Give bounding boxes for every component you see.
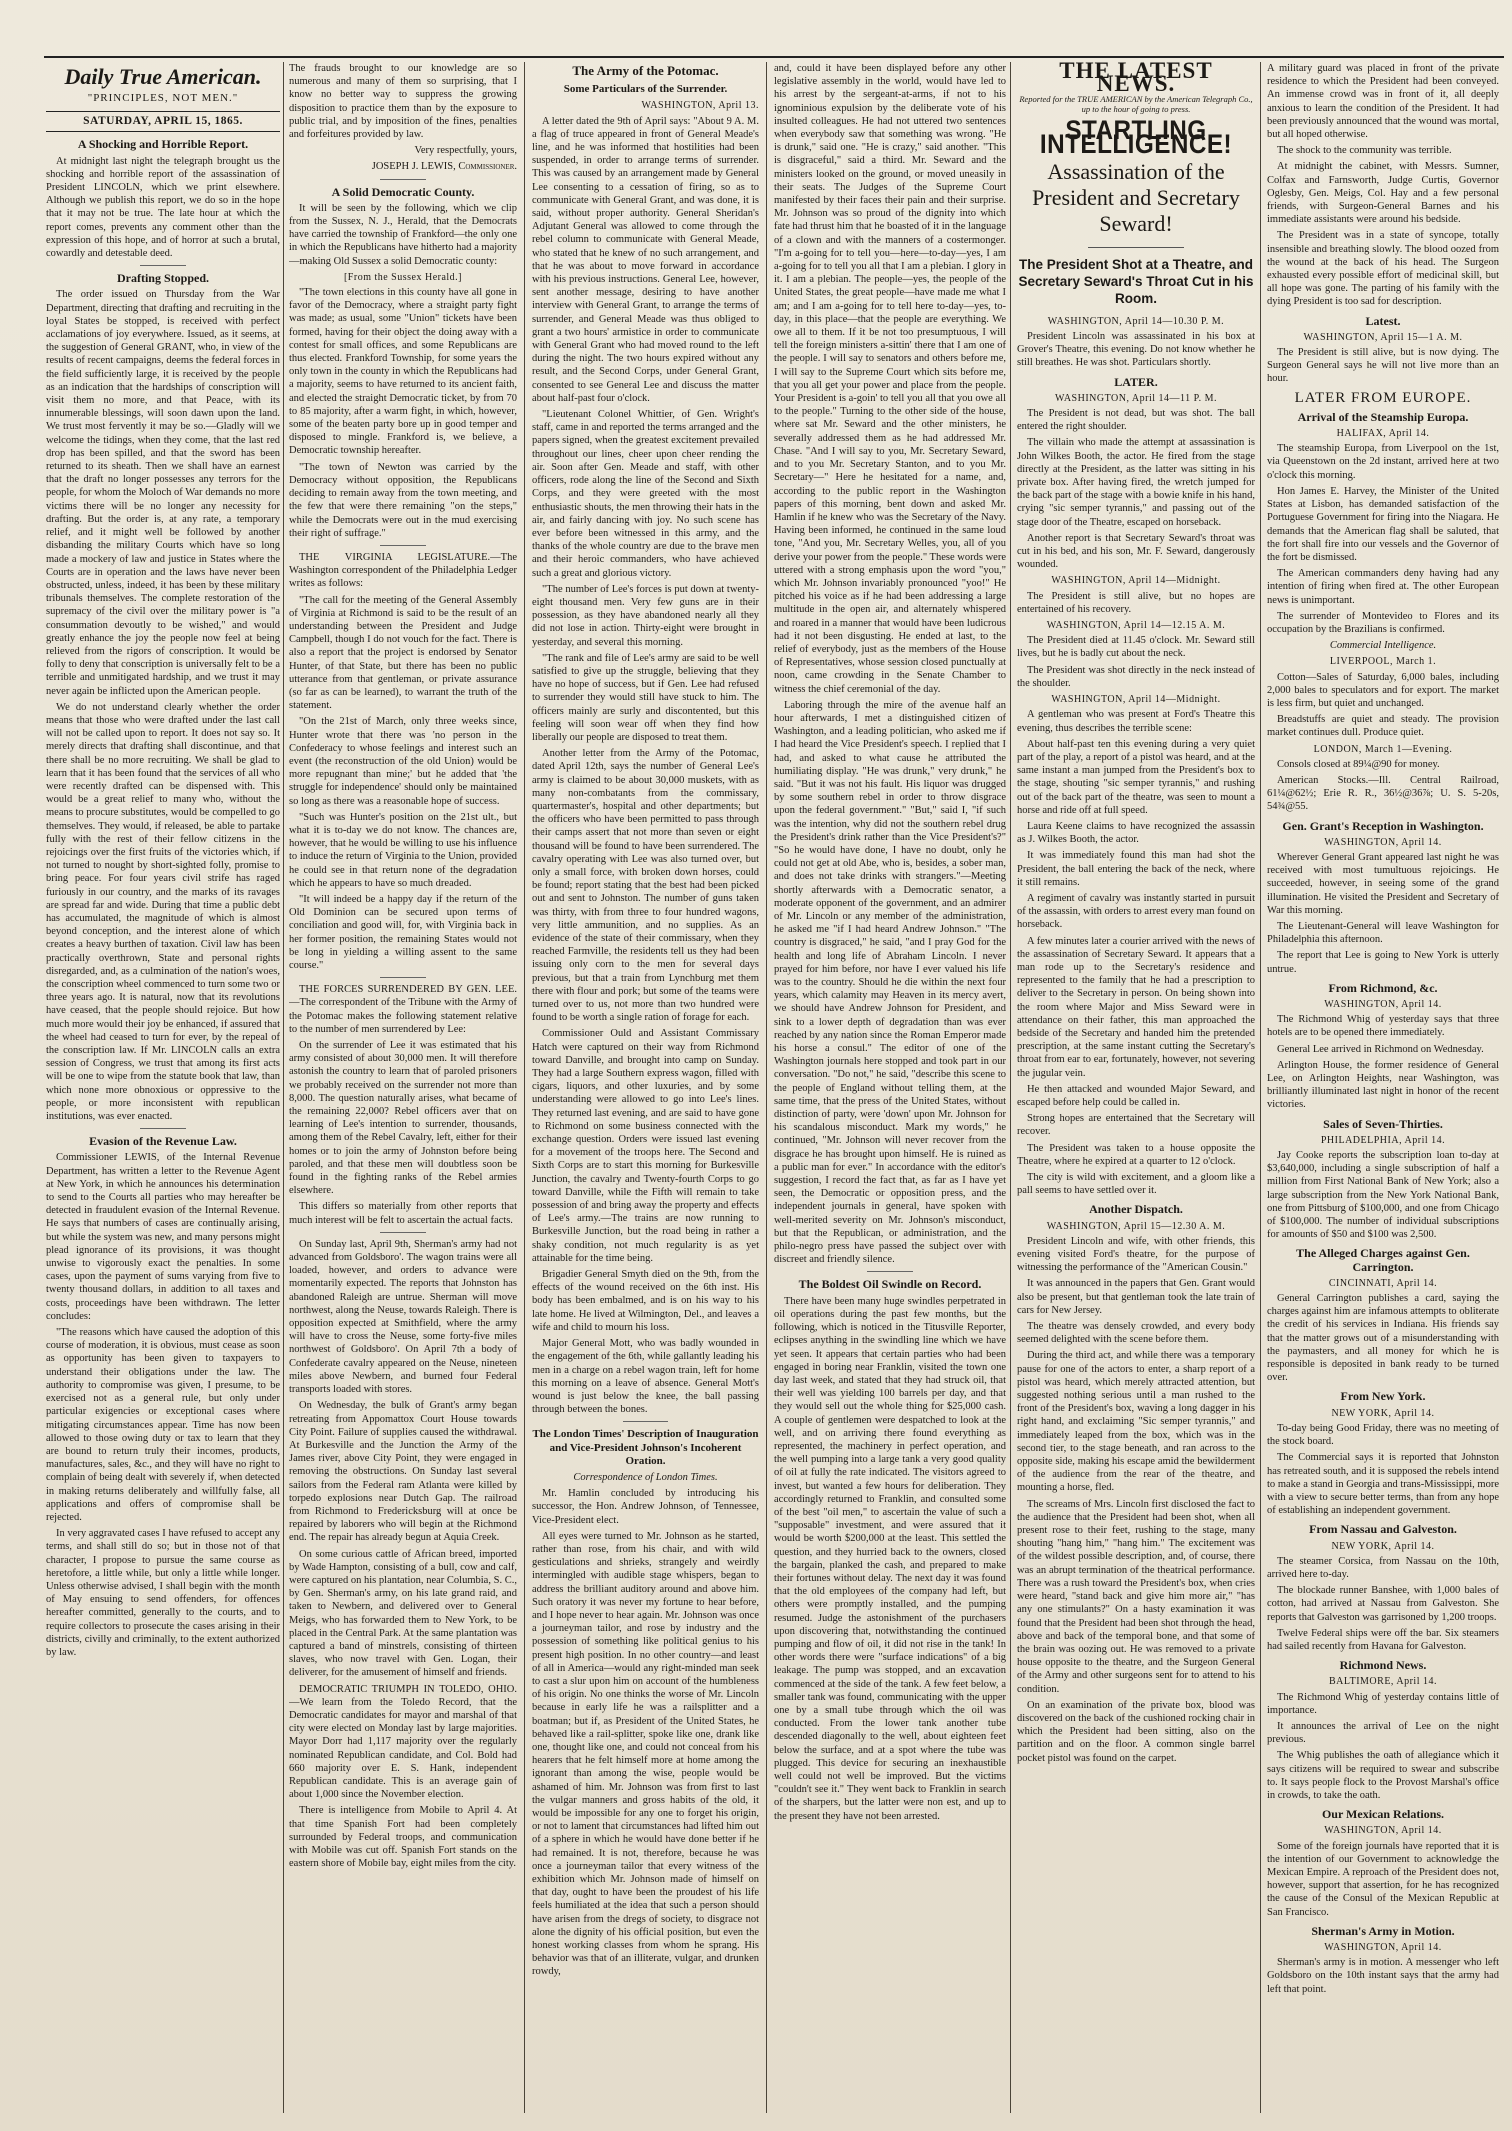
paragraph: The President is still alive, but is now dying. The Surgeon General says he will not live more than an hour.	[1267, 347, 1499, 385]
startling-headline: STARTLING INTELLIGENCE!	[1039, 115, 1233, 159]
paragraph: "The town elections in this county have all gone in favor of the Democracy, where a straight party fight was made; as usual, some "Union" tickets have been formed, having for their object the doing away with a contest for small offices, and some Republicans are thus elected. Frankford Township, for some years the only town in the county in which the Republicans had a majority, seems to have returned to its ancient faith, and elected the straight Democratic ticket, by from 70 to 85 majority, after a warm fight, in which, however, some of the beaten party bore up in good temper and disposed to mingle. Frankford is, we believe, a Democratic township hereafter.	[289, 287, 517, 457]
article-heading: Evasion of the Revenue Law.	[89, 1134, 237, 1149]
paragraph: It was announced in the papers that Gen. Grant would also be present, but that gentleman took the late train of cars for New Jersey.	[1017, 1278, 1255, 1316]
column-6	[1267, 62, 1499, 2113]
separator	[380, 977, 426, 978]
article-subheading: Some Particulars of the Surrender.	[563, 83, 728, 96]
paragraph: The President was taken to a house opposite the Theatre, where he expired at a quarter to 12 o'clock.	[1017, 1142, 1255, 1167]
article-heading: Latest.	[1365, 313, 1401, 328]
paragraph: The President is not dead, but was shot. The ball entered the right shoulder.	[1017, 408, 1255, 433]
paragraph: It will be seen by the following, which we clip from the Sussex, N. J., Herald, that the Democrats have carried the township of Frankford—the only one in which the Republicans have hitherto had a majority—making Old Sussex a solid Democratic county:	[289, 202, 517, 267]
article-heading: From Nassau and Galveston.	[1309, 1522, 1457, 1537]
paragraph: Strong hopes are entertained that the Secretary will recover.	[1017, 1113, 1255, 1138]
paragraph: Commissioner Ould and Assistant Commissary Hatch were captured on their way from Richmond toward Danville, and brought into camp on Sunday. They had a large Southern express wagon, filled with cigars, liquors, and other luxuries, and by some understanding were allowed to go into Lee's lines. They returned last evening, and are said to have gone to Richmond on some business connected with the exchange question. Orders were issued last evening for a movement of the troops here. The Second and Sixth Corps are to start this morning for Burkesville Junction, the cavalry and Twenty-fourth Corps to go toward Danville, while the Fifth will remain to take possession of and bring away the property and effects of Lee's army.—The trains are now running to Burkesville Junction, but the road being in rather a shaky condition, not much regularity is as yet attainable for the time being.	[532, 1028, 759, 1264]
paragraph: Mr. Hamlin concluded by introducing his successor, the Hon. Andrew Johnson, of Tennessee, Vice-President elect.	[532, 1488, 759, 1526]
assassination-headline: Assassination of the President and Secretary Seward!	[1032, 158, 1240, 236]
paragraph: "On the 21st of March, only three weeks since, Hunter wrote that there was 'no person in the Confederacy to whose feelings and interest such an event (the reconstruction of the old Union) would be more repugnant than mine;' but he added that 'the struggle for independence' should only be maintained so long as there was a reasonable hope of success.	[289, 716, 517, 807]
paragraph: There have been many huge swindles perpetrated in oil operations during the past few months, but the following, which is noticed in the Titusville Reporter, eclipses anything in the swindling line which we have yet seen. It appears that certain parties who had been engaged in boring near Franklin, visited the town one day last week, and stated that they had struck oil, that their well was yielding 100 barrels per day, and that they would sell out the whole thing for $25,000 cash. A couple of gentlemen were despatched to look at the well, and on arriving there found everything as represented, the machinery in perfect operation, and the well pumping into a large tank a very good quality of oil at fully the rate indicated. The visitors agreed to invest, but wanted a few hours for deliberation. They accordingly returned to Franklin, and consulted some of the best "oil men," to ascertain the value of such a "supposable" investment, and were assured that it would be worth $200,000 at the least. This settled the question, and they hurried back to the owners, closed the bargain, planked the cash, and prepared to make their fortunes without delay. The next day it was found that the old employees of the company had left, but others were promptly installed, and the pumping resumed. Judge the astonishment of the purchasers upon discovering that, notwithstanding the continued pumping and flow of oil, it did not rise in the tank! In other words there were "surface indications" of a big leakage. The pump was stopped, and an excavation commenced at the side of the tank. A few feet below, a smaller tank was found, communicating with the upper one by a small tube through which the oil was conducted. From the lower tank another tube descended diagonally to the well, about eighteen feet below the surface, and at a spot where the tube was plugged. This device for securing an inexhaustible well could not well be improved. But the victims "couldn't see it." They went back to Franklin in search of the sharpers, but the latter were non est, and up to the present they have not been arrested.	[774, 1295, 1006, 1822]
paragraph: DEMOCRATIC TRIUMPH IN TOLEDO, OHIO.—We learn from the Toledo Record, that the Democratic candidates for mayor and marshal of that city were elected on Monday last by large majorities. Mayor Dorr had 1,117 majority over the regularly nominated Republican candidate, and Col. Bold had 660 majority over E. S. Hank, independent Republican candidate. This is an average gain of about 1,000 since the November election.	[289, 1683, 517, 1801]
paragraph: President Lincoln was assassinated in his box at Grover's Theatre, this evening. Do not know whether he still breathes. He was shot. Particulars shortly.	[1017, 331, 1255, 369]
separator	[1088, 247, 1183, 248]
paragraph: "Lieutenant Colonel Whittier, of Gen. Wright's staff, came in and reported the terms arranged and the papers signed, when the greatest excitement prevailed throughout our lines, cheer upon cheer rending the air. Soon after Gen. Meade and staff, with other officers, rode along the line of the Second and Sixth Corps, and they were greeted with the most enthusiastic shouts, the men throwing their hats in the air, and fairly dancing with joy. No such scene has ever before been witnessed in this army, and the thanks of the whole country are due to the brave men and their heroic commanders, who have achieved such a great and glorious victory.	[532, 409, 759, 579]
dateline: WASHINGTON, April 15—12.30 A. M.	[1046, 1220, 1226, 1232]
paragraph: Commissioner LEWIS, of the Internal Revenue Department, has written a letter to the Revenue Agent at New York, in which he announces his determination to send to the Courts all parties who may hereafter be detected in fraudulent evasion of the Internal Revenue. He says that numbers of cases are continually arising, but while the system was new, and many persons might plead ignorance of its provisions, it was thought unwise to vigorously exact the penalties. In some cases, upon the payment of sums varying from five to twenty thousand dollars, in addition to all taxes and costs, proceedings have been withdrawn. The letter concludes:	[46, 1152, 280, 1322]
separator	[380, 545, 426, 546]
column-4	[774, 62, 1006, 2113]
column-3	[532, 62, 759, 2113]
column-1	[46, 62, 280, 2113]
column-divider	[1260, 62, 1261, 2113]
paragraph: The screams of Mrs. Lincoln first disclosed the fact to the audience that the President had been shot, when all present rose to their feet, rushing to the stage, many shouting "hang him," "hang him." The excitement was of the wildest possible description, and, of course, there was an abrupt termination of the theatrical performance. There was a rush toward the President's box, when cries were heard, "stand back and give him more air," "has any one stimulants?" On a hasty examination it was found that the President had been shot through the head, above and back of the temporal bone, and that some of the brain was oozing out. He was removed to a private house opposite to the theatre, and the Surgeon General of the Army and other surgeons sent for to attend to his condition.	[1017, 1498, 1255, 1695]
paragraph: Twelve Federal ships were off the bar. Six steamers had sailed recently from Havana for Galveston.	[1267, 1627, 1499, 1652]
paragraph: In very aggravated cases I have refused to accept any terms, and shall still do so; but in those not of that character, I propose to pursue the same course as heretofore, a little while, but only a little while longer. Unless otherwise advised, I shall begin with the month of May ensuing to send offenders, for offences hereafter committed, generally to the courts, and to require collectors to prosecute the cases arising in their districts, civilly and criminally, to the extent authorized by law.	[46, 1528, 280, 1658]
dateline: WASHINGTON, April 14—10.30 P. M.	[1047, 315, 1225, 327]
paragraph: Laura Keene claims to have recognized the assassin as J. Wilkes Booth, the actor.	[1017, 820, 1255, 846]
paragraph: Consols closed at 89¼@90 for money.	[1277, 758, 1440, 770]
paragraph: The theatre was densely crowded, and every body seemed delighted with the scene before them.	[1017, 1321, 1255, 1346]
dateline: PHILADELPHIA, April 14.	[1320, 1134, 1446, 1146]
paragraph: Major General Mott, who was badly wounded in the engagement of the 6th, while gallantly leading his men in a charge on a rebel wagon train, left for home this morning on a leave of absence. General Mott's wound is just below the knee, the ball passing through between the bones.	[532, 1338, 759, 1416]
paragraph: The order issued on Thursday from the War Department, directing that drafting and recruiting in the loyal States be stopped, is received with perfect acclamations of joy everywhere. Issued, as it seems, at the suggestion of General GRANT, who, in view of the results of recent campaigns, deems the federal forces in the field sufficiently large, it is received by the people as an indication that the hardships of conscription will visit them no more, and that Peace, with its innumerable blessings, will soon dawn upon the land. We trust most fervently it may be so.—Gladly will we welcome the tidings, when they come, that the last red drop has been spilled, and that the sword has been returned to its sheath. Then we shall have an earnest that the draft no longer possesses any terrors for the people, for whom the Moloch of War demands no more victims there will be no longer any necessity for drafting. But the order is, at any rate, a temporary relief, and it might well be followed by another disbanding the military Courts which have so long made a mockery of law and justice in States where the Courts are in operation and the laws have never been obstructed, unless, indeed, it has been by these military tribunals themselves. The complete restoration of the supremacy of the civil over the military power is "a consummation devoutly to be wished," and would greatly enhance the joy the people now feel at being relieved from the rigors of conscription. It would be folly to deny that conscription is universally felt to be a terrible and unmitigated hardship, and we trust it may never again be inflicted upon the American people.	[46, 289, 280, 697]
paragraph: "The number of Lee's forces is put down at twenty-eight thousand men. Very few guns are in their possession, as they have abandoned nearly all they did not lose in action. Thirty-eight were brought in yesterday, and several this morning.	[532, 583, 759, 648]
article-heading: Arrival of the Steamship Europa.	[1297, 409, 1469, 424]
paragraph: "It will indeed be a happy day if the return of the Old Dominion can be secured upon terms of conciliation and good will, for, with Virginia back in her former position, the remaining States would not be long in yielding a willing assent to the same course."	[289, 893, 517, 971]
column-divider	[524, 62, 525, 2113]
paragraph: About half-past ten this evening during a very quiet part of the play, a report of a pistol was heard, and at the same instant a man jumped from the President's box to the stage, shouting "sic semper tyrannis," and rushing out of the back part of the theatre, was seen to mount a horse and ride off at full speed.	[1017, 738, 1255, 816]
paragraph: "The rank and file of Lee's army are said to be well satisfied to give up the struggle, believing that they have no hope of success, but if Gen. Lee had refused to surrender they would still have stuck to him. The officers mainly are surly and discontented, but this feeling will soon wear off when they find how liberally our people are disposed to treat them.	[532, 652, 759, 743]
dateline: WASHINGTON, April 14—Midnight.	[1051, 575, 1221, 587]
paragraph: The report that Lee is going to New York is utterly untrue.	[1267, 950, 1499, 975]
paragraph: A regiment of cavalry was instantly started in pursuit of the assassin, with orders to arrest every man found on horseback.	[1017, 892, 1255, 931]
section-subheading: Commercial Intelligence.	[1329, 640, 1437, 652]
article-heading: From Richmond, &c.	[1328, 980, 1438, 995]
paragraph: It was immediately found this man had shot the President, the ball entering the back of the neck, where it still remains.	[1017, 850, 1255, 888]
paragraph: The American commanders deny having had any intention of firing when fired at. The other European news is unimportant.	[1267, 568, 1499, 606]
separator	[140, 265, 187, 266]
paragraph: All eyes were turned to Mr. Johnson as he started, rather than rose, from his chair, and with wild gesticulations and shrieks, strangely and weirdly intermingled with audible stage whispers, began to address the brilliant auditory around and above him. Such oratory it was never my fortune to hear before, and I hope never to hear again. Mr. Johnson was once a journeyman tailor, and rose by industry and the possession of something like political genius to his present high position. In no other country—and least of all in America—would any right-minded man seek to cast a slur upon him on account of the humbleness of his origin. No one thinks the worse of Mr. Lincoln because in early life he was a railsplitter and a boatman; but if, as President of the United States, he behaved like a rail-splitter, spoke like one, drank like one, thought like one, and could not conceal from his hearers that he felt himself more at home among the ignorant than among the wise, people would be ashamed of him. Mr. Johnson was from first to last the vulgar manners and gross habits of the old, it would be impossible for any one to forget his origin, or not to lament that circumstances had lifted him out of a sphere in which he would have done better if he had remained. It is not, therefore, because he was once a journeyman tailor that every witness of the exhibition which Mr. Johnson made of himself on that day, ought to have been the proudest of his life feels humiliated at the idea that such a person should have arisen from the dregs of society, to disgrace not alone the dignity of his official position, but even the honest working classes from whom he sprang. His behavior was that of an illiterate, vulgar, and drunken rowdy,	[532, 1530, 759, 1978]
column-5	[1017, 62, 1255, 2113]
article-heading: LATER.	[1114, 374, 1158, 389]
paragraph: To-day being Good Friday, there was no meeting of the stock board.	[1267, 1422, 1499, 1448]
paragraph: On the surrender of Lee it was estimated that his army consisted of about 30,000 men. It will therefore astonish the country to learn that of paroled prisoners we probably received on the surrender not more than 8,000. The question naturally arises, what became of the remaining 22,000? Rebel officers aver that on learning of Lee's intention to surrender, thousands, among them of the Rebel Cavalry, left, either for their homes or to join the army of Johnston before being paroled, and that these men will doubtless soon be found in the fighting ranks of the Rebel armies elsewhere.	[289, 1040, 517, 1197]
paragraph: The blockade runner Banshee, with 1,000 bales of cotton, had arrived at Nassau from Galveston. She reports that Galveston was garrisoned by 1,200 troops.	[1267, 1585, 1499, 1623]
paragraph: A letter dated the 9th of April says: "About 9 A. M. a flag of truce appeared in front of General Meade's line, and he was informed that hostilities had been suspended, in order to arrange terms of surrender. This was caused by an arrangement made by General Lee consenting to a cessation of firing, so as to communicate with General Grant, and was done, it is said, without proper authority. General Sheridan's Adjutant General was allowed to come through the rebel column to communicate with General Meade, who stated that he knew of no such arrangement, and that he was about to move forward in accordance with his previous instructions. General Lee, however, sent another message, desiring to have another interview with General Grant, to arrange the terms of surrender, and General Meade was thus obliged to grant a two hours' armistice in order to communicate with General Grant who had moved round to the left during the night. The two hours expired without any result, and the Second Corps, under General Grant, consented to see General Lee and discuss the matter about half-past four o'clock.	[532, 115, 759, 404]
paragraph: It announces the arrival of Lee on the night previous.	[1267, 1720, 1499, 1746]
paragraph: There is intelligence from Mobile to April 4. At that time Spanish Fort had been completely surrounded by Federal troops, and communication with Mobile was cut off. Spanish Fort stands on the eastern shore of Mobile bay, eight miles from the city.	[289, 1805, 517, 1870]
paragraph: The Whig publishes the oath of allegiance which it says citizens will be required to swear and subscribe to. It says people flock to the Provost Marshal's office in crowds, to take the oath.	[1267, 1750, 1499, 1801]
paragraph: Jay Cooke reports the subscription loan to-day at $3,640,000, including a single subscription of half a million from First National Bank of New York; also a large subscription from the New York National Bank, one from Pittsburg of $100,000, and one from Chicago of $100,000. The number of individual subscriptions for amounts of $50 and $100 was 2,500.	[1267, 1150, 1499, 1241]
dateline: NEW YORK, April 14.	[1331, 1540, 1435, 1552]
dateline: WASHINGTON, April 14—11 P. M.	[1054, 392, 1217, 404]
article-heading: The Boldest Oil Swindle on Record.	[798, 1277, 982, 1292]
dateline: BALTIMORE, April 14.	[1329, 1676, 1437, 1688]
paragraph: American Stocks.—Ill. Central Railroad, 61¼@62½; Erie R. R., 36½@36⅞; U. S. 5-20s, 54¾@55.	[1267, 774, 1499, 813]
paragraph: General Lee arrived in Richmond on Wednesday.	[1277, 1043, 1484, 1055]
separator	[380, 1232, 426, 1233]
dateline: LONDON, March 1—Evening.	[1313, 743, 1453, 755]
paragraph: Wherever General Grant appeared last night he was received with most tumultuous rejoicings. He succeeded, however, in seeing some of the grand illumination. He visited the President and Secretary of War this morning.	[1267, 851, 1499, 916]
source-line: [From the Sussex Herald.]	[343, 271, 463, 283]
paragraph: "Such was Hunter's position on the 21st ult., but what it is to-day we do not know. The chances are, however, that he would be willing to use his influence to induce the return of Virginia to the Union, provided he could see in that return none of the degradation which he appears to have so much dreaded.	[289, 811, 517, 889]
article-heading: From New York.	[1340, 1389, 1426, 1404]
paragraph: "The reasons which have caused the adoption of this course of moderation, it is obvious, must cease as soon as opportunity has been given to taxpayers to understand their obligations under the law. The authority to compromise was given, I presume, to be exercised not as a general rule, but only under particular exigencies or exceptional cases where mitigating circumstances appear. Time has now been allowed to those owing duty or tax to learn that they are bound to return truly their incomes, products, manufactures, sales, &c., and they will have no right to complain of being dealt with severely if, when detected in making returns deliberately and willfully false, all applications and offers of compromise shall be rejected.	[46, 1327, 280, 1523]
paragraph: At midnight the cabinet, with Messrs. Sumner, Colfax and Farnsworth, Judge Curtis, Governor Oglesby, Gen. Meigs, Col. Hay and a few personal friends, with Surgeon-General Barnes and his immediate assistants were around his bedside.	[1267, 161, 1499, 226]
paragraph: The President was in a state of syncope, totally insensible and breathing slowly. The blood oozed from the wound at the back of his head. The Surgeon exhausted every possible effort of medicinal skill, but all hope was gone. The parting of his family with the dying President is too sad for description.	[1267, 230, 1499, 308]
source-line: Correspondence of London Times.	[573, 1471, 718, 1483]
dateline: WASHINGTON, April 14—12.15 A. M.	[1046, 620, 1226, 632]
paragraph: The Richmond Whig of yesterday contains little of importance.	[1267, 1691, 1499, 1716]
paragraph: On an examination of the private box, blood was discovered on the back of the cushioned rocking chair in which the President had been sitting, also on the partition and on the floor. A common single barrel pocket pistol was found on the carpet.	[1017, 1699, 1255, 1764]
paragraph: The city is wild with excitement, and a gloom like a pall seems to have settled over it.	[1017, 1172, 1255, 1197]
paragraph: A gentleman who was present at Ford's Theatre this evening, thus describes the terrible scene:	[1017, 709, 1255, 734]
paragraph: The steamer Corsica, from Nassau on the 10th, arrived here to-day.	[1267, 1555, 1499, 1580]
separator	[140, 1128, 187, 1129]
paragraph: Some of the foreign journals have reported that it is the intention of our Government to acknowledge the Mexican Empire. A reproach of the President does not, however, support that assertion, for he has recognized the cause of the Consul of the Mexican Republic at San Francisco.	[1267, 1840, 1499, 1918]
masthead-motto: "PRINCIPLES, NOT MEN."	[87, 92, 239, 104]
separator	[867, 1271, 913, 1272]
article-heading: Sherman's Army in Motion.	[1311, 1923, 1455, 1938]
signature: JOSEPH J. LEWIS, Commissioner.	[371, 161, 517, 173]
paragraph: A few minutes later a courier arrived with the news of the assassination of Secretary Seward. It appears that a man rode up to the Secretary's residence and represented to the family that he had a prescription to deliver to the Secretary in person. On being shown into the room where Major and Miss Seward were in attendance on their father, this man approached the bedside of the Secretary and handed him the pretended prescription, at the same instant cutting the Secretary's throat from ear to ear, fortunately, however, not severing the jugular vein.	[1017, 935, 1255, 1079]
latest-news-heading: THE LATEST NEWS.	[1059, 62, 1213, 97]
article-heading: The Alleged Charges against Gen. Carrington.	[1296, 1246, 1470, 1274]
paragraph: Cotton—Sales of Saturday, 6,000 bales, including 2,000 bales to speculators and for export. The market is less firm, but quiet and unchanged.	[1267, 671, 1499, 709]
paragraph: The surrender of Montevideo to Flores and its occupation by the Brazilians is confirmed.	[1267, 610, 1499, 635]
dateline: NEW YORK, April 14.	[1331, 1407, 1435, 1419]
paragraph: The Commercial says it is reported that Johnston has retreated south, and it is supposed the rebels intend to make a stand in Georgia and trans-Mississippi, more with a view to secure better terms, than from any hope of establishing an independent government.	[1267, 1452, 1499, 1517]
article-heading: Gen. Grant's Reception in Washington.	[1282, 818, 1484, 833]
paragraph: Arlington House, the former residence of General Lee, on Arlington Heights, near Washington, was brilliantly illuminated last night in honor of the recent victories.	[1267, 1059, 1499, 1111]
europe-headline: LATER FROM EUROPE.	[1294, 389, 1472, 406]
article-heading: Sales of Seven-Thirties.	[1323, 1116, 1443, 1131]
paragraph: The President is still alive, but no hopes are entertained of his recovery.	[1017, 590, 1255, 615]
paragraph: Sherman's army is in motion. A messenger who left Goldsboro on the 10th instant says that the army had left that point.	[1267, 1957, 1499, 1995]
paragraph: At midnight last night the telegraph brought us the shocking and horrible report of the assassination of President LINCOLN, which we print elsewhere. Although we publish this report, we do so in the hope that it may not be true. The late hour at which the report comes, prevents any comment other than the expression of this hope, and of horror at such a brutal, cowardly and detestable deed.	[46, 155, 280, 260]
issue-date: SATURDAY, APRIL 15, 1865.	[46, 111, 280, 132]
paragraph: The President was shot directly in the neck instead of the shoulder.	[1017, 664, 1255, 689]
article-heading: A Solid Democratic County.	[331, 184, 475, 199]
paragraph: Laboring through the mire of the avenue half an hour afterwards, I met a distinguished citizen of Washington, and a leading politician, who asked me if I had heard the Vice President's speech. I replied that I had, and asked to what cause he attributed the humiliating display. "He was drunk," very drunk," he said. "But it was not his fault. His liquor was drugged by some southern rebel in order to throw disgrace upon the federal government." "But," said I, "if such was the intention, why did not the southern rebel drug the President's drink rather than the Vice President's?" "So he would have done, I have no doubt, only he could not get at old Abe, who is, besides, a sober man, and does not take drinks with strangers."—Meeting shortly afterwards with a Democratic senator, a moderate opponent of the government, and an admirer of Mr. Lincoln or any member of the administration, he asked me "if I had heard Andrew Johnson." "The country is disgraced," he said, "and I pray God for the health and long life of Abraham Lincoln. I never prayed for him before, nor have I ever valued his life was to the country. Should he die within the next four years, which calamity may Heaven in its mercy avert, we should have Andrew Johnson for President, and sink to a lower depth of degradation than was ever reached by any nation since the Roman Emperor made his horse a consul." The editor of one of the Washington journals here stopped and took part in our conversation. "Do not," he said, "describe this scene to the people of England without telling them, at the same time, that the press of the United States, without distinction of party, were 'down' upon Mr. Johnson for his scandalous misconduct. Mark my words," he continued, "Mr. Johnson will never recover from the disgrace he has brought upon himself. He is ruined as a public man for ever." In accordance with the editor's suggestion, I record the fact that, as far as I have yet seen, the Democratic or opposition press, and the independent journals in general, have spoken with well-merited severity on Mr. Johnson's misconduct, but that the Republican, or administration, and the philo-negro press have passed the subject over with discreet and friendly silence.	[774, 699, 1006, 1266]
column-2	[289, 62, 517, 2113]
paragraph: "The town of Newton was carried by the Democracy without opposition, the Republicans deciding to remain away from the town meeting, and the few that were there remaining "on the steps," while the Democrats were out in the mud exercising their right of suffrage."	[289, 461, 517, 539]
paragraph: The steamship Europa, from Liverpool on the 1st, via Queenstown on the 2d instant, arrived here at two o'clock this morning.	[1267, 443, 1499, 481]
paragraph: He then attacked and wounded Major Seward, and escaped before help could be called in.	[1017, 1083, 1255, 1108]
article-heading: The Army of the Potomac.	[572, 63, 719, 78]
paragraph: General Carrington publishes a card, saying the charges against him are infamous attempts to obliterate the credit of his services in Indiana. His friends say that the matter grows out of a misunderstanding with the paymasters, and all money for which he is responsible is deposited in bank ready to be turned over.	[1267, 1293, 1499, 1384]
masthead-title: Daily True American.	[64, 64, 262, 89]
article-heading: Richmond News.	[1339, 1658, 1427, 1673]
column-divider	[1010, 62, 1011, 2113]
paragraph: The frauds brought to our knowledge are so numerous and many of them so surprising, that I know no better way to suppress the growing disposition to practice them than by the exposure to public trial, and by imposition of the fines, penalties and forfeitures provided by law.	[289, 63, 517, 141]
paragraph: President Lincoln and wife, with other friends, this evening visited Ford's theatre, for the purpose of witnessing the performance of the "American Cousin."	[1017, 1235, 1255, 1274]
dateline: WASHINGTON, April 13.	[641, 100, 759, 112]
column-divider	[766, 62, 767, 2113]
column-divider	[283, 62, 284, 2113]
paragraph: Breadstuffs are quiet and steady. The provision market continues dull. Produce quiet.	[1267, 714, 1499, 739]
dateline: HALIFAX, April 14.	[1336, 428, 1430, 440]
reporter-credit: Reported for the TRUE AMERICAN by the American Telegraph Co., up to the hour of going to press.	[1019, 94, 1253, 115]
paragraph: Brigadier General Smyth died on the 9th, from the effects of the wound received on the 6th inst. His body has been embalmed, and is on his way to his late home. He lived at Wilmington, Del., and leaves a wife and child to mourn his loss.	[532, 1269, 759, 1333]
paragraph: This differs so materially from other reports that much interest will be felt to ascertain the actual facts.	[289, 1201, 517, 1226]
top-rule	[44, 56, 1504, 58]
paragraph: During the third act, and while there was a temporary pause for one of the actors to enter, a sharp report of a pistol was heard, which merely attracted attention, but suggested nothing serious until a man rushed to the front of the President's box, waving a long dagger in his right hand, and exclaiming "Sic semper tyrannis," and immediately leaped from the box, which was in the second tier, to the stage beneath, and ran across to the opposite side, making his escape amid the bewilderment of the audience from the rear of the theatre, and mounting a horse, fled.	[1017, 1350, 1255, 1494]
separator	[623, 1421, 668, 1422]
dateline: WASHINGTON, April 14.	[1324, 836, 1442, 848]
article-heading: Drafting Stopped.	[116, 271, 209, 286]
paragraph: The Richmond Whig of yesterday says that three hotels are to be opened there immediately.	[1267, 1014, 1499, 1039]
paragraph: Hon James E. Harvey, the Minister of the United States at Lisbon, has demanded satisfaction of the Portuguese Government for firing into the Niagara. He demands that the American flag shall be saluted, that the fort shall fire into our vessels and the Governor of the fort be dismissed.	[1267, 485, 1499, 563]
paragraph: On Sunday last, April 9th, Sherman's army had not advanced from Goldsboro'. The wagon trains were all loaded, however, and orders to advance were momentarily expected. The reports that Johnston has abandoned Raleigh are untrue. Sherman will move northwest, along the Neuse, towards Raleigh. There is opposition expected at Smithfield, where the army will have to cross the Neuse, some forty-five miles northwest of Goldsboro'. On April 7th a body of Confederate cavalry appeared on the Neuse, nineteen miles above Newbern, and burned four Federal transports loaded with stores.	[289, 1238, 517, 1396]
paragraph: The villain who made the attempt at assassination is John Wilkes Booth, the actor. He fired from the stage directly at the President, as the latter was sitting in his private box. After having fired, the wretch jumped for the back part of the stage with a bowie knife in his hand, crying "sic semper tyrannis," and passing out of the stage door of the Theatre, escaped on horseback.	[1017, 437, 1255, 528]
dateline: WASHINGTON, April 14—Midnight.	[1051, 694, 1221, 706]
article-heading: Another Dispatch.	[1089, 1202, 1183, 1217]
paragraph: Another letter from the Army of the Potomac, dated April 12th, says the number of General Lee's army is claimed to be about 30,000 muskets, with as many non-combatants from the commissary, quartermaster's, hospital and other departments; but the officers who have been permitted to pass through their camps assert that not more than seven or eight thousand will be found to have been surrendered. The cavalry operating with Lee was also turned over, but only a small force, with broken down horses, could be found; report stating that the best had been picked out and sent to Johnston. The number of guns taken was thirty, with from three to four hundred wagons, very little ammunition, and no supplies. As an evidence of the state of their commissary, when they reached Farmville, the residents tell us they had been issuing only corn to the men for several days previous, but that a train from Lynchburg met them there with flour and pork; but some of the teams were turned over to us, not more than two hundred were found to be worth a single ration of forage for each.	[532, 748, 759, 1024]
dateline: WASHINGTON, April 14.	[1324, 1942, 1442, 1953]
paragraph: A military guard was placed in front of the private residence to which the President had been conveyed. An immense crowd was in front of it, all deeply anxious to learn the condition of the President. It had been previously announced that the wound was mortal, but all hoped otherwise.	[1267, 63, 1499, 141]
dateline: WASHINGTON, April 14.	[1324, 1825, 1442, 1837]
dateline: WASHINGTON, April 15—1 A. M.	[1303, 331, 1463, 343]
paragraph: THE VIRGINIA LEGISLATURE.—The Washington correspondent of the Philadelphia Ledger writes as follows:	[289, 551, 517, 590]
paragraph: The Lieutenant-General will leave Washington for Philadelphia this afternoon.	[1267, 920, 1499, 946]
paragraph: On some curious cattle of African breed, imported by Wade Hampton, consisting of a bull, cow and calf, were captured on his plantation, near Columbia, S. C., by Gen. Sherman's army, on his late grand raid, and taken to Newbern, and delivered over to General Meigs, who has forwarded them to New York, to be placed in the Central Park. At the same plantation was captured a band of minstrels, consisting of thirteen slaves, who now travel with Gen. Logan, their deliverer, for the amusement of himself and friends.	[289, 1548, 517, 1679]
paragraph: and, could it have been displayed before any other legislative assembly in the world, would have led to his arrest by the sergeant-at-arms, if not to his ignominious expulsion by the deliberate vote of his insulted colleagues. He had not uttered two sentences when everybody saw that something was wrong. "He is drunk," said one. "He is crazy," said another. "This is disgraceful," said a third. Mr. Seward and the ministers looked on the ground, or moved uneasily in their seats. The Judges of the Supreme Court manifested by their faces their pain and their surprise. Mr. Johnson was so proud of the dignity into which fate had thrust him that he boasted of it in the language of a clown and with the manners of a costermonger. "I'm a-going for to tell you—here—to-day—yes, I am a-going for to tell you all that I am a plebian. I glory in it. I am a plebian. The people—yes, the people of the United States, the great people—have made me what I am; and I am a-going for to tell here to-day—yes, to-day, in this place—that the people are everything. We owe all to them. If it be not too presumptuous, I will tell the foreign ministers a-sittin' there that I am one of the people. I will say to senators and others before me, I will say to the Supreme Court which sits before me, that you all get your power and place from the people. Your President is a-goin' to tell you all that you owe all to the people." Turning to the other side of the house, where sat Mr. Seward and the other ministers, he severally addressed them as he had addressed Mr. Chase. "And I will say to you, Mr. Secretary Seward, and to you Mr. Secretary Stanton, and to you Mr. Secretary—" Here he hesitated for a name, and, according to the public report in the Washington papers of this morning, bent down and asked Mr. Hamlin if he knew who was the Secretary of the Navy. Having been informed, he continued in the same loud tone, "And you, Mr. Secretary Welles, you, all of you derive your power from the people." These words were uttered with a strong emphasis upon the word "you," which Mr. Johnson invariably pronounced "yoo!" He pitched his voice as if he had been addressing a large multitude in the open air, and alternately whispered and roared in a manner that would have been ludicrous had it not been disgusting. He ended at last, to the relief of everybody, just as the members of the House of Representatives, whose session closed punctually at noon, came crowding in the Senate Chamber to witness the chief ceremonial of the day.	[774, 63, 1006, 695]
shot-headline: The President Shot at a Theatre, and Secretary Seward's Throat Cut in his Room.	[1018, 256, 1254, 306]
article-heading: The London Times' Description of Inauguration and Vice-President Johnson's Incoherent Oration.	[532, 1428, 759, 1467]
dateline: WASHINGTON, April 14.	[1324, 999, 1442, 1010]
dateline: LIVERPOOL, March 1.	[1329, 656, 1437, 668]
article-heading: Our Mexican Relations.	[1321, 1807, 1445, 1822]
paragraph: The President died at 11.45 o'clock. Mr. Seward still lives, but he is badly cut about the neck.	[1017, 635, 1255, 660]
signature: Very respectfully, yours,	[414, 145, 517, 157]
separator	[380, 179, 426, 180]
dateline: CINCINNATI, April 14.	[1328, 1277, 1438, 1289]
article-heading: A Shocking and Horrible Report.	[77, 137, 249, 152]
paragraph: Another report is that Secretary Seward's throat was cut in his bed, and his son, Mr. F. Seward, dangerously wounded.	[1017, 532, 1255, 571]
paragraph: We do not understand clearly whether the order means that those who were drafted under the last call will not be called upon to report. It does not say so. It merely directs that drafting shall discontinue, and that there shall be no more recruiting. We shall be glad to learn that it has been found that the services of all who were recently drafted can be dispensed with. This would be a great relief to many who, without the means to procure substitutes, would be compelled to go themselves. They would, if released, be able to partake fully with the rest of their fellow citizens in the rejoicings over the first fruits of the victories which, if not turned to nought by short-sighted folly, promise to bring peace. For four years civil strife has raged furiously in our country, and the marks of its ravages are spread far and wide. During that time a public debt has accumulated, the magnitude of which is almost beyond conception, and the interest alone of which creates a heavy burthen of taxation. Civil law has been practically overthrown, State and personal rights disregarded, and, as a culmination of the nation's woes, the conscription wheel commenced to turn some two or three years ago. It is natural, now that its revolutions have ceased, that the people should rejoice. But how much more would their joy be enhanced, if assured that the wheel had ceased to turn for ever, by the repeal of the conscription law. If Mr. LINCOLN calls an extra session of Congress, we trust that among its first acts will be one to wipe from the statute book that law, than which none more obnoxious or oppressive to the people, or more inconsistent with republican institutions, was ever enacted.	[46, 701, 280, 1123]
paragraph: "The call for the meeting of the General Assembly of Virginia at Richmond is said to be the result of an understanding between the President and Judge Campbell, though I do not vouch for the fact. There is also a report that the project is endorsed by Senator Hunter, of that State, but there has been no public utterance from that gentleman, or private assurance (so far as can be learned), to warrant the truth of the statement.	[289, 594, 517, 712]
paragraph: THE FORCES SURRENDERED BY GEN. LEE.—The correspondent of the Tribune with the Army of the Potomac makes the following statement relative to the number of men surrendered by Lee:	[289, 984, 517, 1035]
paragraph: On Wednesday, the bulk of Grant's army began retreating from Appomattox Court House towards City Point. Failure of supplies caused the withdrawal. At Burkesville and the Junction the Army of the James river, above City Point, they were engaged in removing the obstructions. On Sunday last several sailors from the Federal ram Atlanta were killed by torpedo explosions near Dutch Gap. The railroad from Richmond to Fredericksburg will at once be repaired by laborers who will begin at the Richmond end. The repair has already begun at Aquia Creek.	[289, 1400, 517, 1544]
paragraph: The shock to the community was terrible.	[1277, 145, 1452, 157]
